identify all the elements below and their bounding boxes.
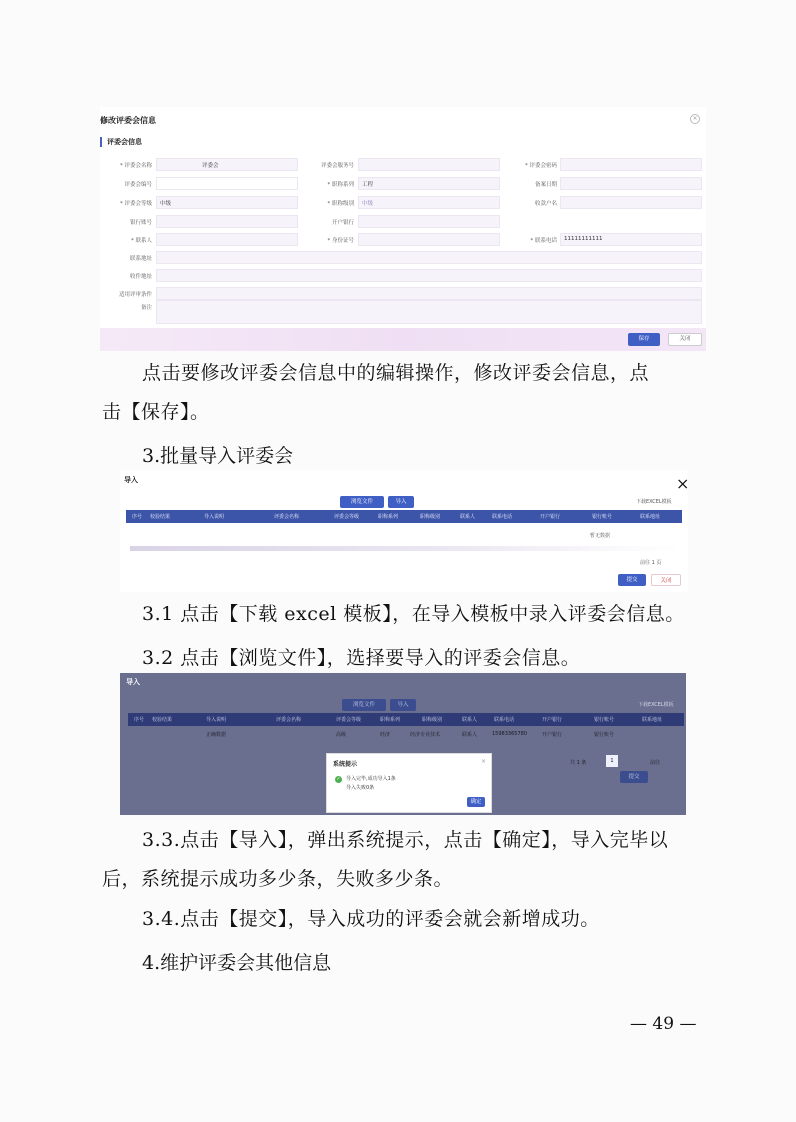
submit-button[interactable] — [620, 771, 648, 783]
confirm-button[interactable] — [467, 797, 485, 807]
close-icon[interactable]: × — [676, 474, 690, 493]
close-icon[interactable]: × — [690, 114, 700, 124]
rank-select[interactable] — [358, 196, 500, 209]
bank-label: 银行账号 — [129, 220, 152, 226]
address-label: 联系地址 — [129, 256, 152, 262]
contact-input[interactable] — [156, 233, 298, 246]
col-header: 开户银行 — [540, 514, 561, 520]
col-header: 校验结果 — [150, 514, 171, 520]
openbank-label: 开户银行 — [331, 220, 354, 226]
import-button-label: 导入 — [397, 702, 409, 708]
number-input[interactable] — [156, 177, 298, 190]
pager-goto[interactable]: 前往 — [650, 760, 661, 766]
dialog-message-1: 导入完毕,成功导入1条 — [346, 776, 396, 782]
series-select[interactable] — [358, 177, 500, 190]
col-header: 评委会名称 — [274, 514, 300, 520]
close-button-label: 关闭 — [679, 336, 691, 342]
level-select[interactable] — [156, 196, 298, 209]
para-3-2: 3.2 点击【浏览文件】，选择要导入的评委会信息。 — [142, 647, 581, 669]
name-label: * 评委会名称 — [120, 163, 152, 169]
phone-label: * 联系电话 — [530, 238, 557, 244]
import-result-screenshot — [120, 673, 686, 815]
system-prompt-dialog — [326, 753, 492, 813]
cell-level: 高级 — [336, 732, 347, 738]
cell-desc: 正确数据 — [206, 732, 227, 738]
heading-3: 3.批量导入评委会 — [142, 445, 294, 467]
col-header: 校验结果 — [152, 717, 173, 723]
browse-file-label: 浏览文件 — [350, 499, 373, 505]
table-row — [128, 728, 684, 740]
col-header: 序号 — [134, 717, 145, 723]
pager-current[interactable] — [606, 755, 618, 767]
import-title: 导入 — [124, 476, 138, 484]
pager-page: 1 — [651, 560, 655, 566]
col-header: 职称级别 — [422, 717, 443, 723]
code-label: * 评委会密码 — [525, 163, 557, 169]
date-input[interactable] — [560, 177, 702, 190]
para-1-line-2: 击【保存】。 — [102, 401, 210, 423]
payee-input[interactable] — [560, 196, 702, 209]
close-button[interactable] — [668, 333, 702, 346]
name-input[interactable] — [156, 158, 298, 171]
pager-suffix: 页 — [656, 560, 662, 566]
section-title: 评委会信息 — [100, 137, 142, 147]
service-input[interactable] — [358, 158, 500, 171]
level-label: * 评委会等级 — [120, 201, 152, 207]
empty-text: 暂无数据 — [590, 533, 611, 539]
col-header: 开户银行 — [542, 717, 563, 723]
col-header: 评委会等级 — [336, 717, 362, 723]
footer-bar — [100, 328, 706, 351]
col-header: 联系人 — [462, 717, 478, 723]
col-header: 银行账号 — [594, 717, 615, 723]
date-label: 备案日期 — [534, 182, 557, 188]
col-header: 导入说明 — [204, 514, 225, 520]
phone-value: 11111111111 — [564, 236, 603, 242]
address-input[interactable] — [156, 251, 702, 264]
para-3-3-line-2: 后，系统提示成功多少条，失败多少条。 — [102, 868, 454, 890]
bank-input[interactable] — [156, 215, 298, 228]
para-3-3-line-1: 3.3.点击【导入】，弹出系统提示，点击【确定】，导入完毕以 — [142, 829, 669, 851]
rank-value: 中级 — [362, 201, 374, 207]
horizontal-scrollbar[interactable] — [130, 546, 680, 551]
service-label: 评委会服务号 — [320, 163, 354, 169]
col-header: 职称系列 — [380, 717, 401, 723]
col-header: 职称级别 — [420, 514, 441, 520]
save-button[interactable] — [628, 333, 660, 346]
series-value: 工程 — [362, 182, 374, 188]
pager-page: 1 — [610, 758, 614, 764]
col-header: 导入说明 — [206, 717, 227, 723]
openbank-input[interactable] — [358, 215, 500, 228]
total-count: 共 1 条 — [570, 760, 587, 766]
cell-series: 经济 — [380, 732, 391, 738]
close-icon[interactable]: × — [481, 758, 487, 765]
import-title: 导入 — [126, 678, 140, 686]
para-1-line-1: 点击要修改评委会信息中的编辑操作，修改评委会信息，点 — [142, 362, 650, 384]
col-header: 序号 — [132, 514, 143, 520]
pager-prefix: 前往 — [640, 560, 651, 566]
col-header: 评委会名称 — [276, 717, 302, 723]
download-template-link[interactable]: 下载EXCEL模板 — [636, 499, 672, 505]
condition-input[interactable] — [156, 287, 702, 300]
number-label: 评委会编号 — [124, 182, 152, 188]
close-button[interactable] — [651, 574, 681, 586]
confirm-button-label: 确定 — [470, 799, 482, 805]
dialog-title: 修改评委会信息 — [100, 116, 156, 125]
condition-label: 适用评审条件 — [118, 292, 152, 298]
col-header: 职称系列 — [378, 514, 399, 520]
mail-label: 收件地址 — [129, 274, 152, 280]
pager-goto[interactable] — [640, 559, 661, 566]
col-header: 联系人 — [460, 514, 476, 520]
col-header: 联系电话 — [494, 717, 515, 723]
import-screenshot — [120, 470, 688, 592]
submit-button[interactable] — [618, 574, 646, 586]
import-button-label: 导入 — [395, 499, 407, 505]
browse-file-label: 浏览文件 — [352, 702, 375, 708]
import-button[interactable] — [388, 496, 414, 508]
save-button-label: 保存 — [638, 336, 650, 342]
page-number: — 49 — — [630, 1014, 697, 1034]
level-value: 中级 — [160, 201, 172, 207]
name-value: 评委会 — [202, 163, 219, 169]
import-button[interactable] — [390, 699, 416, 711]
cell-contact: 联系人 — [462, 732, 478, 738]
para-3-4: 3.4.点击【提交】，导入成功的评委会就会新增成功。 — [142, 908, 600, 930]
col-header: 评委会等级 — [334, 514, 360, 520]
cell-bank: 开户银行 — [542, 732, 563, 738]
table-header — [126, 510, 682, 523]
edit-committee-screenshot — [100, 107, 706, 351]
download-template-link[interactable]: 下载EXCEL模板 — [638, 702, 674, 708]
browse-file-button[interactable] — [340, 496, 384, 508]
submit-button-label: 提交 — [626, 577, 638, 583]
col-header: 银行账号 — [592, 514, 613, 520]
close-button-label: 关闭 — [660, 578, 672, 584]
rank-label: * 职称级别 — [327, 201, 354, 207]
cell-account: 银行账号 — [594, 732, 615, 738]
col-header: 联系地址 — [642, 717, 663, 723]
browse-file-button[interactable] — [342, 699, 386, 711]
success-icon: ✓ — [336, 776, 341, 782]
cell-rank: 经济专业技术 — [410, 732, 441, 738]
col-header: 联系电话 — [492, 514, 513, 520]
dialog-title: 系统提示 — [333, 761, 358, 768]
cell-phone: 15983365780 — [492, 731, 527, 737]
code-input[interactable] — [560, 158, 702, 171]
note-label: 备注 — [140, 305, 152, 311]
id-input[interactable] — [358, 233, 500, 246]
para-3-1: 3.1 点击【下载 excel 模板】，在导入模板中录入评委会信息。 — [142, 603, 685, 625]
mail-input[interactable] — [156, 269, 702, 282]
payee-label: 收款户名 — [534, 201, 557, 207]
series-label: * 职称系列 — [327, 182, 354, 188]
table-header — [128, 713, 684, 726]
id-label: * 身份证号 — [327, 238, 354, 244]
submit-button-label: 提交 — [628, 774, 640, 780]
col-header: 联系地址 — [640, 514, 661, 520]
note-textarea[interactable] — [156, 300, 702, 324]
contact-label: * 联系人 — [131, 238, 152, 244]
dialog-message-2: 导入失败0条 — [346, 785, 375, 791]
heading-4: 4.维护评委会其他信息 — [142, 952, 332, 974]
